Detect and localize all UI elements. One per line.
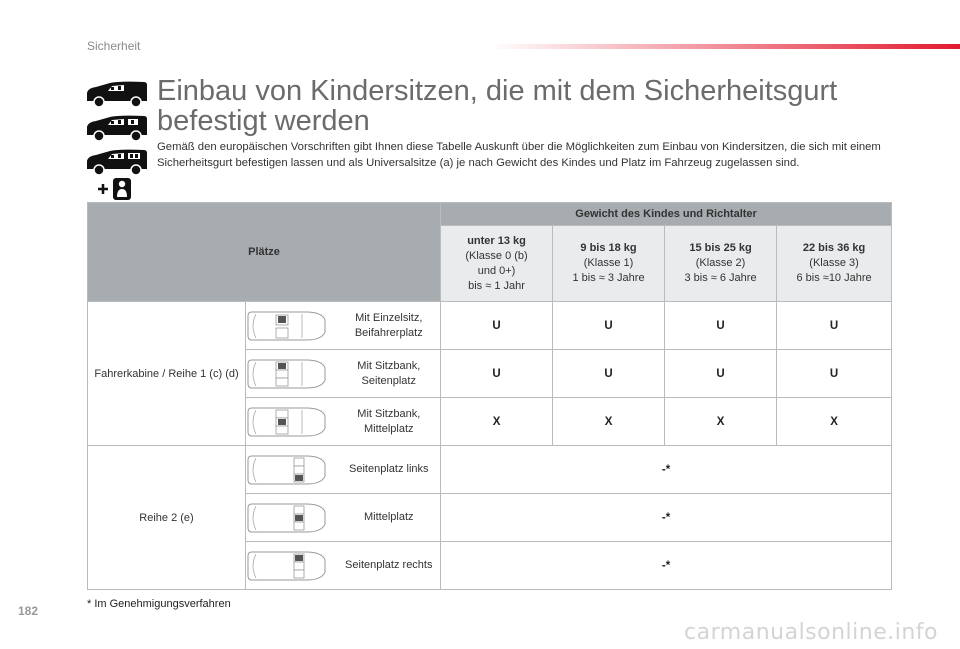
- header-accent-bar: [490, 44, 960, 49]
- seat-label: Mit Sitzbank, Seitenplatz: [338, 350, 441, 398]
- page-number: 182: [18, 604, 39, 618]
- weight-header: Gewicht des Kindes und Richtalter: [441, 203, 892, 226]
- suitability-cell: U: [777, 350, 892, 398]
- class-header: unter 13 kg (Klasse 0 (b) und 0+) bis ≈ 1 Jahr: [441, 226, 553, 302]
- seat-label: Seitenplatz links: [338, 446, 441, 494]
- suitability-cell: U: [553, 302, 665, 350]
- suitability-cell: -*: [441, 446, 892, 494]
- table-row: [88, 446, 892, 494]
- seat-label: Seitenplatz rechts: [338, 542, 441, 590]
- suitability-cell: -*: [441, 494, 892, 542]
- watermark: carmanualsonline.info: [684, 620, 938, 645]
- seat-label: Mittelplatz: [338, 494, 441, 542]
- bench-middle-seat-diagram-icon: [246, 404, 328, 440]
- suitability-cell: X: [441, 398, 553, 446]
- suitability-cell: U: [665, 350, 777, 398]
- plus-child-seat-icon: [96, 177, 136, 201]
- suitability-cell: U: [777, 302, 892, 350]
- van-2-seats-icon: [84, 80, 150, 108]
- van-2-seats-icon: [84, 114, 150, 142]
- suitability-cell: -*: [441, 542, 892, 590]
- zone-label: Reihe 2 (e): [88, 446, 246, 590]
- zone-label: Fahrerkabine / Reihe 1 (c) (d): [88, 302, 246, 446]
- section-label: Sicherheit: [87, 39, 141, 53]
- class-header: 9 bis 18 kg (Klasse 1) 1 bis ≈ 3 Jahre: [553, 226, 665, 302]
- page-title: Einbau von Kindersitzen, die mit dem Sicherheitsgurt befestigt werden: [157, 75, 838, 137]
- suitability-cell: U: [441, 350, 553, 398]
- suitability-cell: X: [553, 398, 665, 446]
- rear-middle-seat-diagram-icon: [246, 500, 328, 536]
- van-3-seats-icon: [84, 148, 150, 176]
- table-row: [88, 302, 892, 350]
- intro-paragraph: Gemäß den europäischen Vorschriften gibt Ihnen diese Tabelle Auskunft über die Möglichkeiten zum Einbau von Kindersitzen, die sich mit einem Sicherheitsgurt befestigen lassen und als Universalsitze (a) je nach Gewicht des Kindes und Platz im Fahrzeug zugelassen sind.: [157, 141, 881, 169]
- suitability-cell: X: [777, 398, 892, 446]
- class-header: 15 bis 25 kg (Klasse 2) 3 bis ≈ 6 Jahre: [665, 226, 777, 302]
- seat-label: Mit Sitzbank, Mittelplatz: [338, 398, 441, 446]
- class-header: 22 bis 36 kg (Klasse 3) 6 bis ≈10 Jahre: [777, 226, 892, 302]
- bench-side-seat-diagram-icon: [246, 356, 328, 392]
- suitability-cell: X: [665, 398, 777, 446]
- child-seat-table: [87, 202, 892, 590]
- rear-right-seat-diagram-icon: [246, 548, 328, 584]
- suitability-cell: U: [665, 302, 777, 350]
- places-header: Plätze: [88, 203, 441, 302]
- footnote: * Im Genehmigungsverfahren: [87, 598, 231, 610]
- suitability-cell: U: [553, 350, 665, 398]
- seat-label: Mit Einzelsitz, Beifahrerplatz: [338, 302, 441, 350]
- suitability-cell: U: [441, 302, 553, 350]
- rear-left-seat-diagram-icon: [246, 452, 328, 488]
- front-passenger-seat-diagram-icon: [246, 308, 328, 344]
